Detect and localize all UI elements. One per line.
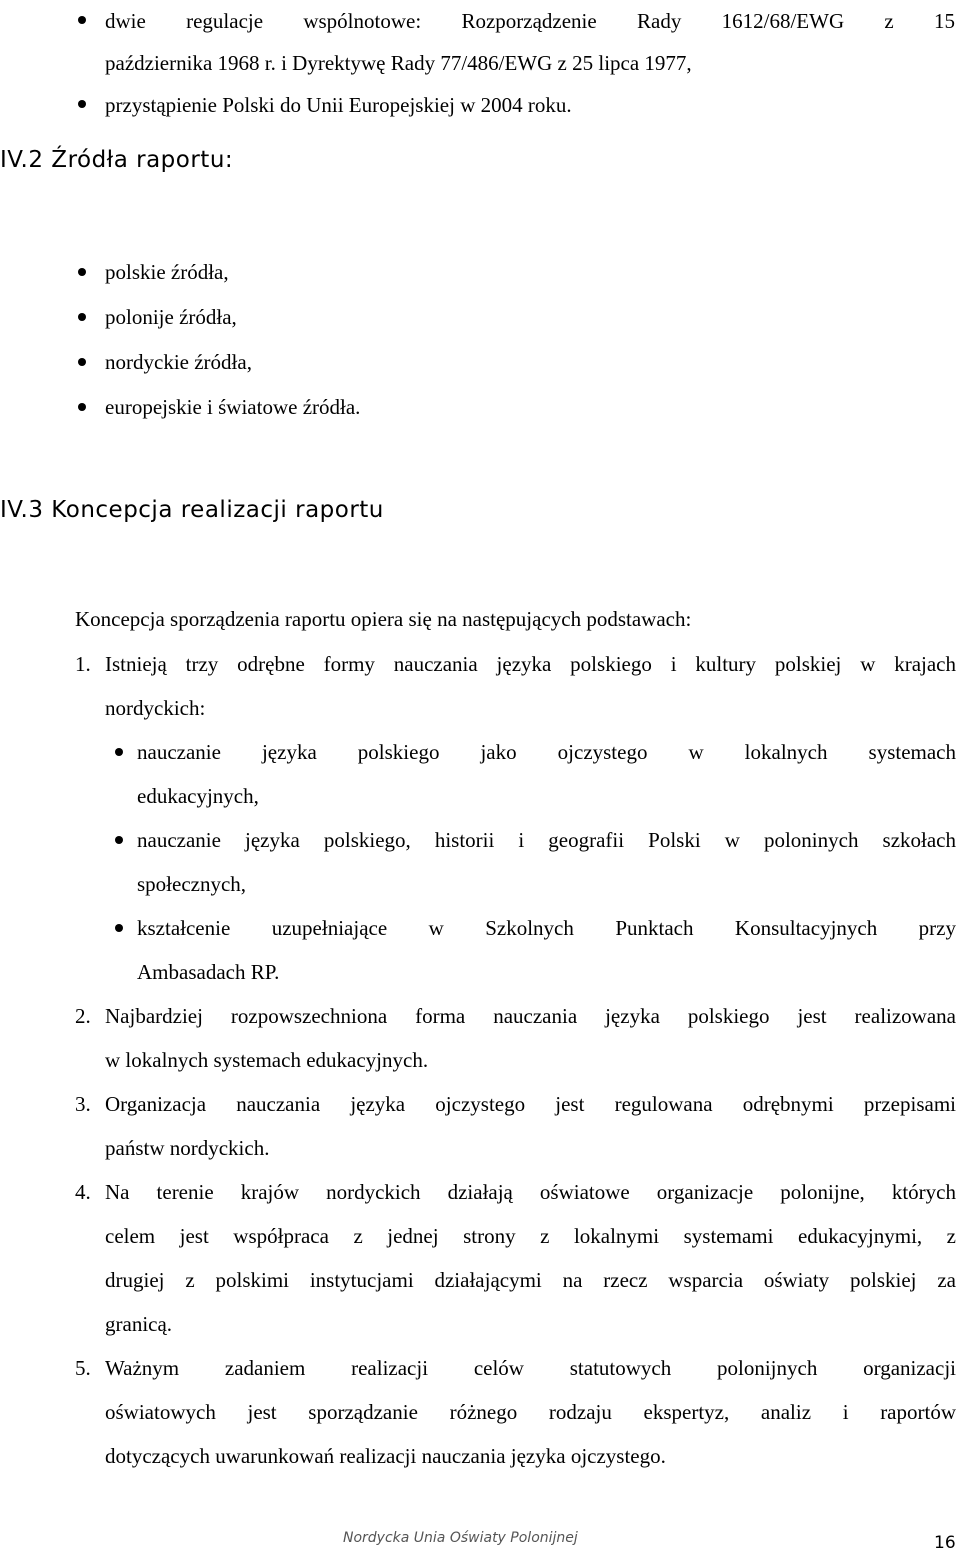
list-item-label: europejskie i światowe źródła. xyxy=(105,395,361,419)
item-line: państw nordyckich. xyxy=(105,1136,270,1160)
item-number: 2. xyxy=(75,1004,91,1028)
bullet-icon xyxy=(78,358,86,366)
sources-list xyxy=(75,250,675,430)
list-item xyxy=(75,994,956,1082)
sub-list-item xyxy=(115,730,956,818)
item-number: 4. xyxy=(75,1180,91,1204)
list-item xyxy=(75,84,955,126)
item-line: nauczanie języka polskiego, historii i geografii Polski w poloninych szkołach xyxy=(137,828,956,852)
list-item xyxy=(75,340,675,385)
item-line: nordyckich: xyxy=(105,696,206,720)
list-item-line: dwie regulacje wspólnotowe: Rozporządzenie Rady 1612/68/EWG z 15 xyxy=(105,9,955,33)
item-line: drugiej z polskimi instytucjami działającymi na rzecz wsparcia oświaty polskiej za xyxy=(105,1268,956,1292)
bullet-icon xyxy=(78,100,86,108)
intro-paragraph: Koncepcja sporządzenia raportu opiera się na następujących podstawach: xyxy=(75,607,692,631)
list-item xyxy=(75,0,955,84)
item-line: Organizacja nauczania języka ojczystego jest regulowana odrębnymi przepisami xyxy=(105,1092,956,1116)
item-line: Na terenie krajów nordyckich działają oświatowe organizacje polonijne, których xyxy=(105,1180,956,1204)
sub-list xyxy=(115,730,956,994)
list-item xyxy=(75,385,675,430)
list-item xyxy=(75,1082,956,1170)
item-line: granicą. xyxy=(105,1312,173,1336)
list-item xyxy=(75,295,675,340)
item-number: 1. xyxy=(75,652,91,676)
list-item xyxy=(75,642,956,994)
list-item xyxy=(75,1346,956,1478)
item-line: oświatowych jest sporządzanie różnego rodzaju ekspertyz, analiz i raportów xyxy=(105,1400,956,1424)
item-line: kształcenie uzupełniające w Szkolnych Punktach Konsultacyjnych przy xyxy=(137,916,956,940)
section-heading-iv3: IV.3 Koncepcja realizacji raportu xyxy=(0,497,384,523)
item-line: Ważnym zadaniem realizacji celów statutowych polonijnych organizacji xyxy=(105,1356,956,1380)
top-bullet-list xyxy=(75,0,955,126)
sub-list-item xyxy=(115,906,956,994)
bullet-icon xyxy=(115,836,123,844)
list-item-label: nordyckie źródła, xyxy=(105,350,252,374)
section-heading-iv2: IV.2 Źródła raportu: xyxy=(0,147,234,173)
item-line: Najbardziej rozpowszechniona forma nauczania języka polskiego jest realizowana xyxy=(105,1004,956,1028)
numbered-list xyxy=(75,642,956,1478)
list-item xyxy=(75,250,675,295)
bullet-icon xyxy=(115,924,123,932)
bullet-icon xyxy=(78,16,86,24)
item-line: edukacyjnych, xyxy=(137,784,259,808)
item-line: społecznych, xyxy=(137,872,247,896)
item-line: dotyczących uwarunkowań realizacji nauczania języka ojczystego. xyxy=(105,1444,666,1468)
list-item-line: przystąpienie Polski do Unii Europejskiej w 2004 roku. xyxy=(105,93,572,117)
item-line: Istnieją trzy odrębne formy nauczania języka polskiego i kultury polskiej w krajach xyxy=(105,652,956,676)
sub-list-item xyxy=(115,818,956,906)
list-item-label: polonije źródła, xyxy=(105,305,237,329)
item-line: celem jest współpraca z jednej strony z lokalnymi systemami edukacyjnymi, z xyxy=(105,1224,956,1248)
bullet-icon xyxy=(78,403,86,411)
item-line: nauczanie języka polskiego jako ojczystego w lokalnych systemach xyxy=(137,740,956,764)
bullet-icon xyxy=(78,313,86,321)
footer-text: Nordycka Unia Oświaty Polonijnej xyxy=(343,1530,578,1546)
page-number: 16 xyxy=(934,1533,956,1553)
list-item xyxy=(75,1170,956,1346)
item-number: 3. xyxy=(75,1092,91,1116)
item-line: w lokalnych systemach edukacyjnych. xyxy=(105,1048,429,1072)
bullet-icon xyxy=(78,268,86,276)
item-number: 5. xyxy=(75,1356,91,1380)
bullet-icon xyxy=(115,748,123,756)
list-item-label: polskie źródła, xyxy=(105,260,229,284)
item-line: Ambasadach RP. xyxy=(137,960,280,984)
list-item-line: października 1968 r. i Dyrektywę Rady 77/486/EWG z 25 lipca 1977, xyxy=(105,51,692,75)
